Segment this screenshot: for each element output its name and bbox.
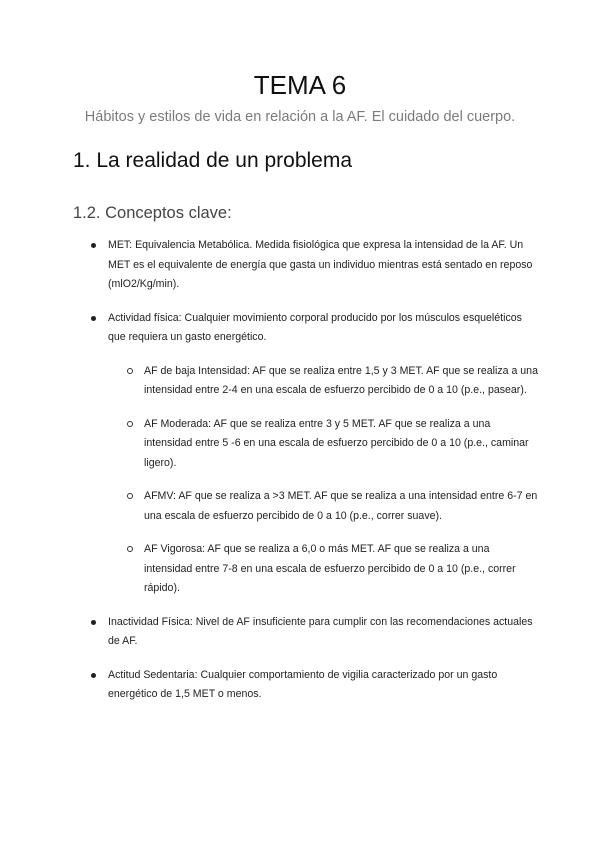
circle-bullet-icon — [127, 421, 133, 427]
bullet-icon — [91, 620, 96, 625]
subsection-heading: 1.2. Conceptos clave: — [73, 204, 232, 222]
concept-text: MET: Equivalencia Metabólica. Medida fisiológica que expresa la intensidad de la AF. Un MET es el equivalente de energía que gasta un individuo mientras está sentado en reposo (mlO2/Kg/min). — [108, 239, 533, 290]
section-heading: 1. La realidad de un problema — [73, 149, 353, 172]
subitem-af-moderada — [108, 415, 538, 474]
subitem-text: AF Vigorosa: AF que se realiza a 6,0 o más MET. AF que se realiza a una intensidad entre 7-8 en una escala de esfuerzo percibido de 0 a 10 (p.e., correr rápido). — [144, 543, 516, 594]
subitem-afmv — [108, 487, 538, 526]
circle-bullet-icon — [127, 493, 133, 499]
concept-item-actividad-fisica — [88, 309, 538, 599]
circle-bullet-icon — [127, 368, 133, 374]
subitem-af-vigorosa — [108, 540, 538, 599]
concept-item-inactividad — [88, 613, 538, 652]
document-title: TEMA 6 — [253, 70, 347, 100]
bullet-icon — [91, 673, 96, 678]
subitem-text: AF de baja Intensidad: AF que se realiza entre 1,5 y 3 MET. AF que se realiza a una intensidad entre 2-4 en una escala de esfuerzo percibido de 0 a 10 (p.e., pasear). — [144, 364, 538, 396]
concept-item-sedentaria — [88, 666, 538, 705]
concept-text: Actitud Sedentaria: Cualquier comportamiento de vigilia caracterizado por un gasto energético de 1,5 MET o menos. — [108, 668, 498, 700]
concepts-list — [88, 236, 538, 719]
bullet-icon — [91, 243, 96, 248]
concept-text: Actividad física: Cualquier movimiento corporal producido por los músculos esqueléticos que requiera un gasto energético. — [108, 311, 522, 343]
concept-text: Inactividad Física: Nivel de AF insuficiente para cumplir con las recomendaciones actuales de AF. — [108, 615, 533, 647]
subitem-text: AFMV: AF que se realiza a >3 MET. AF que se realiza a una intensidad entre 6-7 en una escala de esfuerzo percibido de 0 a 10 (p.e., correr suave). — [144, 490, 538, 522]
subitem-af-baja — [108, 362, 538, 401]
document-subtitle: Hábitos y estilos de vida en relación a la AF. El cuidado del cuerpo. — [84, 109, 516, 125]
circle-bullet-icon — [127, 546, 133, 552]
subitem-text: AF Moderada: AF que se realiza entre 3 y 5 MET. AF que se realiza a una intensidad entre 5 -6 en una escala de esfuerzo percibido de 0 a 10 (p.e., caminar ligero). — [144, 417, 529, 469]
concept-item-met — [88, 236, 538, 295]
bullet-icon — [91, 316, 96, 321]
intensity-sublist — [108, 362, 538, 599]
